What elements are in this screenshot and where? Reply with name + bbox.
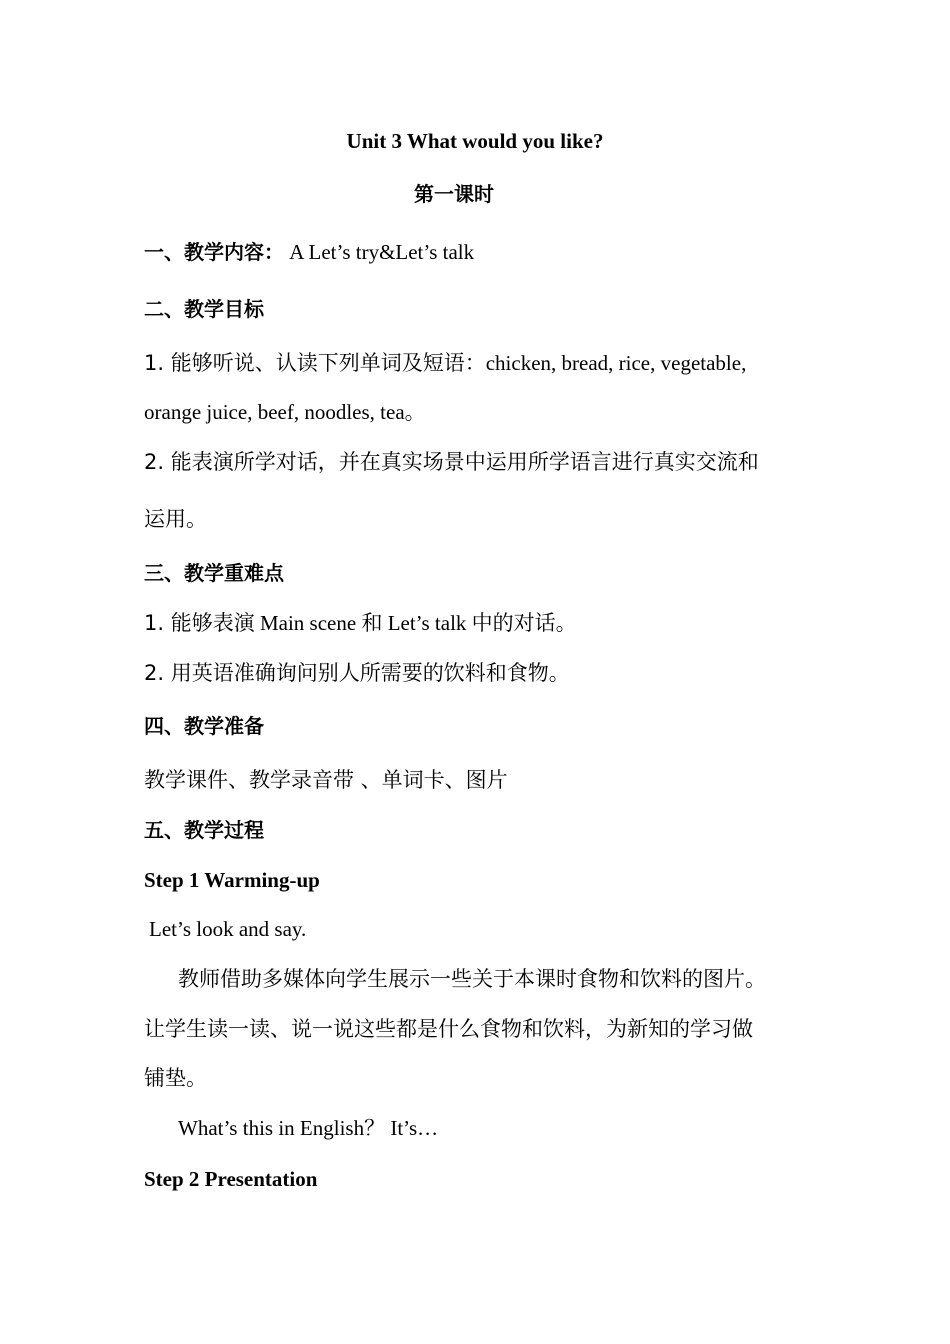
key-point-text: 1. 能够表演	[144, 611, 255, 635]
objective-text: 1. 能够听说、认读下列单词及短语：	[144, 351, 486, 375]
section-heading-process: 五、教学过程	[144, 818, 264, 842]
section-teaching-content	[144, 238, 474, 266]
document-title: Unit 3 What would you like?	[346, 129, 604, 153]
section-heading: 一、教学内容：	[144, 240, 284, 264]
objective-item-2: 2. 能表演所学对话，并在真实场景中运用所学语言进行真实交流和	[144, 450, 759, 474]
key-point-text: 和	[361, 611, 383, 635]
objective-item-2-continued: 运用。	[144, 507, 207, 531]
section-heading-key-points: 三、教学重难点	[144, 561, 284, 585]
key-point-2: 2. 用英语准确询问别人所需要的饮料和食物。	[144, 661, 570, 685]
objective-item-1-continued: orange juice, beef, noodles, tea。	[144, 400, 426, 424]
section-heading-preparation: 四、教学准备	[144, 714, 264, 738]
lesson-subtitle: 第一课时	[414, 182, 494, 206]
preparation-text: 教学课件、教学录音带 、单词卡、图片	[144, 768, 508, 792]
step-1-subtitle: Let’s look and say.	[149, 917, 307, 941]
step-1-paragraph-line: 教师借助多媒体向学生展示一些关于本课时食物和饮料的图片。	[178, 967, 766, 991]
key-point-term: Main scene	[259, 611, 357, 635]
step-1-question: What’s this in English？ It’s…	[178, 1116, 439, 1140]
step-2-title: Step 2 Presentation	[144, 1167, 318, 1191]
section-text: A Let’s try&Let’s talk	[289, 240, 475, 264]
step-1-title: Step 1 Warming-up	[144, 868, 320, 892]
objective-words: chicken, bread, rice, vegetable,	[485, 351, 747, 375]
step-1-paragraph-line: 让学生读一读、说一说这些都是什么食物和饮料，为新知的学习做	[144, 1017, 753, 1041]
section-heading-objectives: 二、教学目标	[144, 297, 264, 321]
objective-item-1	[144, 349, 746, 377]
step-1-paragraph-line: 铺垫。	[144, 1066, 207, 1090]
key-point-text: 中的对话。	[471, 611, 577, 635]
key-point-term: Let’s talk	[387, 611, 467, 635]
key-point-1	[144, 609, 577, 637]
